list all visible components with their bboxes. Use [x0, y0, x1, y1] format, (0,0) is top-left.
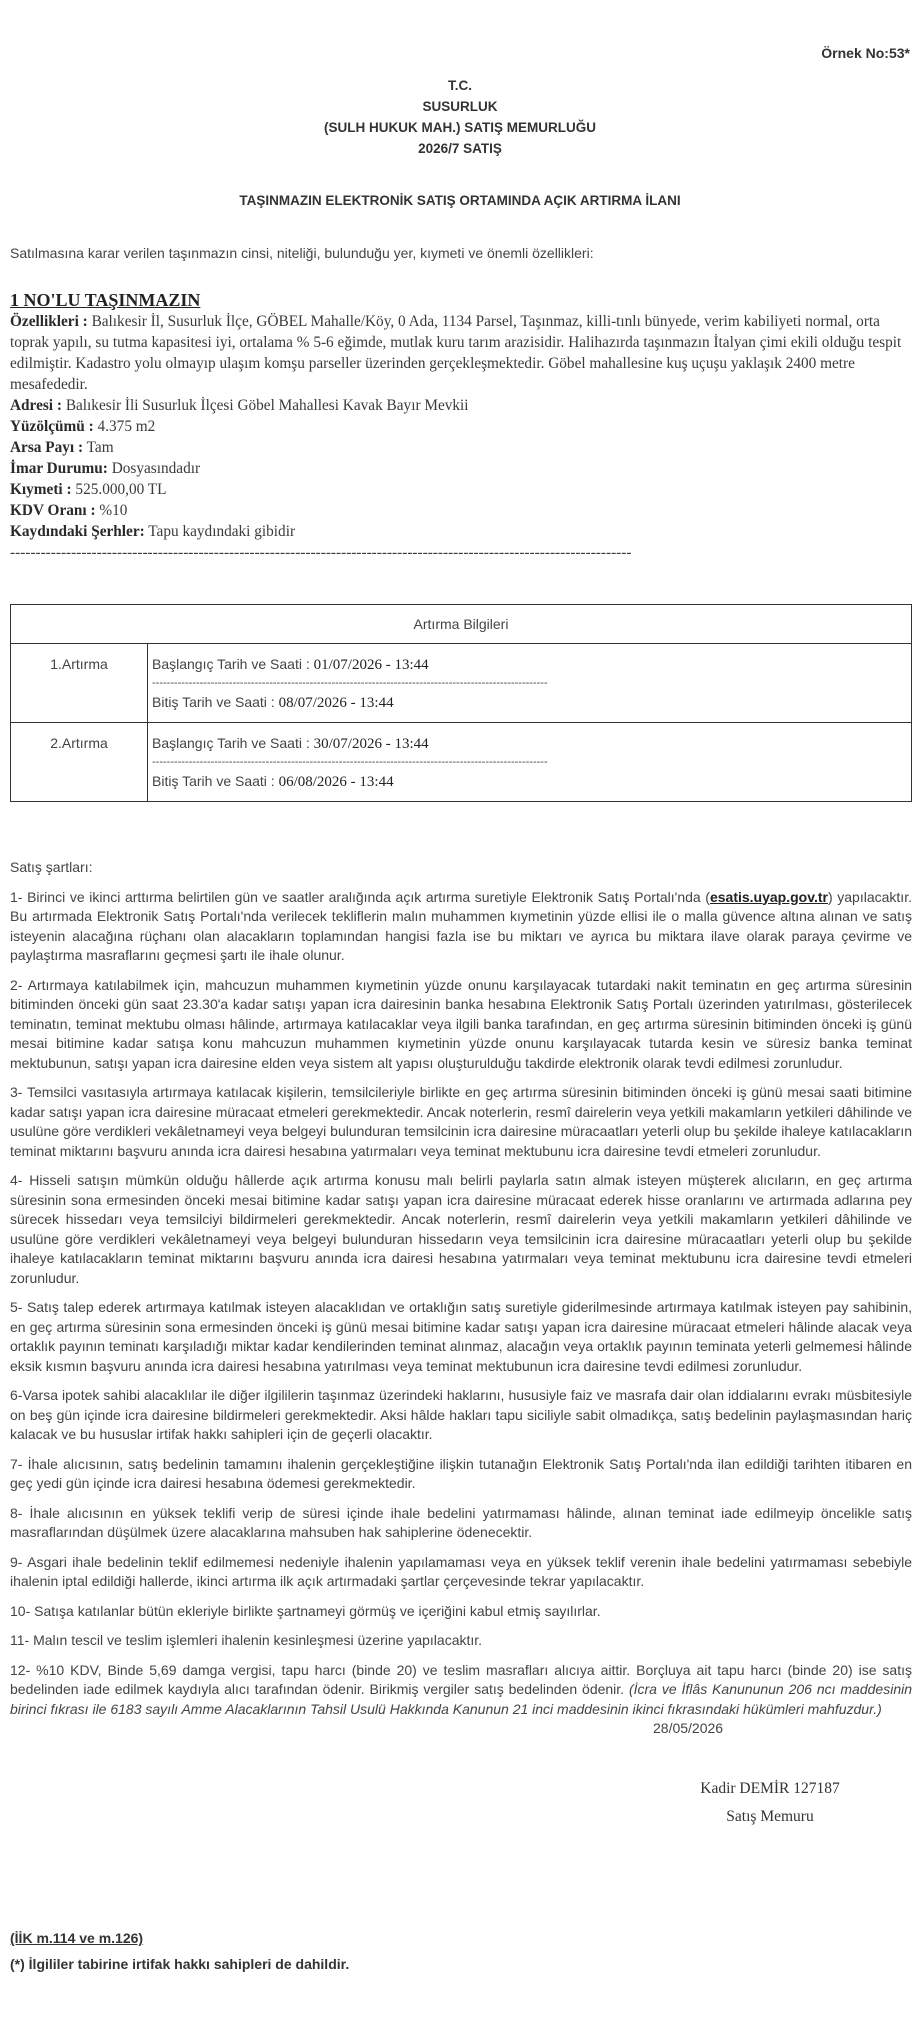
- footnote: (*) İlgililer tabirine irtifak hakkı sahipleri de dahildir.: [10, 1956, 350, 1972]
- end-value: 06/08/2026 - 13:44: [278, 774, 394, 790]
- end-label: Bitiş Tarih ve Saati :: [152, 773, 275, 789]
- signature-block: [680, 1775, 860, 1831]
- condition-4: 4- Hisseli satışın mümkün olduğu hâllerde açık artırma konusu malı belirli paylarla satın almak isteyen müşterek alıcıların, en geç artırma süresinin sona ermesinden önceki mesai bitimine kadar satışı yapan icra dairesine müracaat ederek hisse oranlarını ve artırmada adlarına pey sürecek hissedarı veya temsilciyi bildirmeleri gerekmektedir. Ancak noterlerin, resmî dairelerin veya yetkili makamların yetkileri dâhilinde ve usulüne göre verdikleri vekâletnameyi veya belgeyi bulunduran hissedarın veya temsilcinin icra dairesine müracaatları yeterli olup bu şekilde ihaleye katılacakların teminat miktarını başvuru anında icra dairesi hesabına yatırmaları veya teminat mektubunu icra dairesine tevdi etmeleri zorunludur.: [10, 1172, 912, 1286]
- row-separator: ------------------------------------------------------------------------------------------------------------: [152, 756, 548, 768]
- zoning-label: İmar Durumu:: [10, 460, 108, 477]
- address-value: Balıkesir İli Susurluk İlçesi Göbel Mahallesi Kavak Bayır Mevkii: [65, 397, 469, 414]
- value-label: Kıymeti :: [10, 481, 72, 498]
- condition-5: 5- Satış talep ederek artırmaya katılmak isteyen alacaklıdan ve ortaklığın satış suretiyle giderilmesinde artırmaya katılmak isteyen pay sahibinin, en geç artırma süresinin sona ermesinden önceki iş günü mesai bitimine kadar satışı yapan icra dairesine müracaat etmeleri hâlinde alacak veya ortaklık payının teminatı karşıladığı miktar kadar kendilerinden teminat alınmaz, alacağın veya ortaklık payının teminata yeterli gelmemesi hâlinde eksik kısmın başvuru anında icra dairesi hesabına yatırılması veya teminat mektubunun icra dairesine tevdi edilmesi zorunludur.: [10, 1299, 912, 1374]
- property-address: [10, 395, 910, 416]
- sale-conditions: [10, 858, 912, 1729]
- auction-info-table: [10, 604, 912, 802]
- vat-value: %10: [99, 502, 128, 519]
- header-file-no: 2026/7 SATIŞ: [418, 141, 502, 156]
- condition-12-text: 12- %10 KDV, Binde 5,69 damga vergisi, tapu harcı (binde 20) ve teslim masrafları alıcıya aittir. Borçluya ait tapu harcı (binde 20) ise satış bedelinden iade edilmek kaydıyla alıcı tarafından ödenir. Birikmiş vergiler satış bedelinden ödenir.: [10, 1661, 912, 1697]
- zoning-value: Dosyasındadır: [111, 460, 201, 477]
- area-label: Yüzölçümü :: [10, 418, 94, 435]
- property-zoning: [10, 458, 910, 479]
- features-value: Balıkesir İl, Susurluk İlçe, GÖBEL Mahalle/Köy, 0 Ada, 1134 Parsel, Taşınmaz, killi-tınlı bünyede, verim kabiliyeti normal, orta toprak yapılı, su tutma kapasitesi iyi, ortalama % 5-6 eğimde, mutlak kuru tarım arazisidir. Halihazırda taşınmazın İtalyan çimi ekili olduğu tespit edilmiştir. Kadastro yolu olmayıp ulaşım komşu parseller üzerinden gerçekleşmektedir. Göbel mahallesine kuş uçuşu yaklaşık 2400 metre mesafededir.: [10, 313, 902, 393]
- intro-text: Satılmasına karar verilen taşınmazın cinsi, niteliği, bulunduğu yer, kıymeti ve önemli özellikleri:: [10, 245, 594, 261]
- header-office: (SULH HUKUK MAH.) SATIŞ MEMURLUĞU: [324, 120, 596, 135]
- property-details: [10, 289, 910, 563]
- auction-1-end: [152, 690, 907, 714]
- condition-3: 3- Temsilci vasıtasıyla artırmaya katılacak kişilerin, temsilcileriyle birlikte en geç artırma süresinin bitiminden önceki iş günü mesai saati bitimine kadar satışı yapan icra dairesine müracaat etmeleri gerekmektedir. Ancak noterlerin, resmî dairelerin veya yetkili makamların yetkileri dâhilinde ve usulüne göre verdikleri vekâletnameyi veya belgeyi bulunduran temsilcinin icra dairesine müracaatları yeterli olup bu şekilde ihaleye katılacakların teminat miktarını başvuru anında icra dairesi hesabına yatırmaları veya teminat mektubunu icra dairesine tevdi etmeleri zorunludur.: [10, 1084, 912, 1159]
- property-vat: [10, 500, 910, 521]
- law-reference: (İİK m.114 ve m.126): [10, 1930, 144, 1946]
- document-header: [10, 75, 910, 159]
- property-value: [10, 479, 910, 500]
- auction-2-end: [152, 769, 907, 793]
- table-row: [11, 723, 912, 802]
- start-label: Başlangıç Tarih ve Saati :: [152, 735, 310, 751]
- property-share: [10, 437, 910, 458]
- condition-12-legal-note: (İcra ve İflâs Kanununun 206 ncı maddesinin birinci fıkrası ile 6183 sayılı Amme Alacaklarının Tahsil Usulü Hakkında Kanunun 21 inci maddesinin ikinci fıkrasındaki hükümleri mahfuzdur.): [10, 1681, 912, 1717]
- auction-table-heading: Artırma Bilgileri: [11, 605, 912, 644]
- property-separator: --------------------------------------------------------------------------------------------------------------------------: [10, 544, 632, 561]
- auction-2-label: 2.Artırma: [11, 723, 148, 802]
- signer-name: Kadir DEMİR 127187: [700, 1780, 840, 1797]
- auction-2-start: [152, 731, 907, 755]
- annotations-value: Tapu kaydındaki gibidir: [148, 523, 296, 540]
- announcement-title: TAŞINMAZIN ELEKTRONİK SATIŞ ORTAMINDA AÇIK ARTIRMA İLANI: [239, 193, 681, 208]
- condition-10: 10- Satışa katılanlar bütün ekleriyle birlikte şartnameyi görmüş ve içeriğini kabul etmiş sayılırlar.: [10, 1602, 601, 1619]
- signer-title: Satış Memuru: [726, 1808, 814, 1825]
- value-amount: 525.000,00 TL: [75, 481, 167, 498]
- row-separator: ------------------------------------------------------------------------------------------------------------: [152, 677, 548, 689]
- property-features: [10, 311, 910, 395]
- start-value: 30/07/2026 - 13:44: [313, 736, 429, 752]
- esatis-link[interactable]: esatis.uyap.gov.tr: [709, 888, 828, 905]
- condition-6: 6-Varsa ipotek sahibi alacaklılar ile diğer ilgililerin taşınmaz üzerindeki haklarını, hususiyle faiz ve masrafa dair olan iddialarını evrakı müsbitesiyle on beş gün içinde icra dairesine bildirmeleri gerekmektedir. Aksi hâlde hakları tapu siciliyle sabit olmadıkça, satış bedelinin paylaşmasından hariç kalacak ve bu hususlar irtifak hakkı sahipleri için de geçerli olacaktır.: [10, 1387, 912, 1442]
- auction-1-label: 1.Artırma: [11, 644, 148, 723]
- condition-7: 7- İhale alıcısının, satış bedelinin tamamını ihalenin gerçekleştiğine ilişkin tutanağın Elektronik Satış Portalı'nda ilan edildiği tarihten itibaren en geç yedi gün içinde icra dairesi hesabına ödemesi gerekmektedir.: [10, 1455, 912, 1491]
- condition-9: 9- Asgari ihale bedelinin teklif edilmemesi nedeniyle ihalenin yapılamaması veya en yüksek teklif verenin ihale bedelini yatırmaması sebebiyle ihalenin iptal edildiği hallerde, ikinci artırma ilk açık artırmadaki şartlar çerçevesinde tekrar yapılacaktır.: [10, 1553, 912, 1589]
- address-label: Adresi :: [10, 397, 62, 414]
- condition-2: 2- Artırmaya katılabilmek için, mahcuzun muhammen kıymetinin yüzde onunu karşılayacak tutardaki nakit teminatın en geç artırma süresinin bitiminden önceki gün saat 23.30'a kadar satışı yapan icra dairesinin banka hesabına Elektronik Satış Portalı üzerinden yatırılması, gösterilecek teminatın, teminat mektubu olması hâlinde, artırmaya katılacaklar veya ilgili banka tarafından, en geç artırma süresinin bitiminden önceki iş günü mesai bitimine kadar satışa konu mahcuzun muhammen kıymetinin yüzde onunu karşılayacak tutarda kesin ve süresiz banka teminat mektubunun, satışı yapan icra dairesine elden veya sistem alt yapısı oluşturulduğu takdirde elektronik olarak tevdi edilmesi zorunludur.: [10, 976, 912, 1071]
- condition-11: 11- Malın tescil ve teslim işlemleri ihalenin kesinleşmesi üzerine yapılacaktır.: [10, 1632, 483, 1648]
- auction-1-start: [152, 652, 907, 676]
- start-label: Başlangıç Tarih ve Saati :: [152, 656, 310, 672]
- condition-8: 8- İhale alıcısının en yüksek teklifi verip de süresi içinde ihale bedelini yatırmaması hâlinde, alınan teminat iade edilmeyip öncelikle satış masraflarından düşülmek üzere alacaklarına mahsuben hak sahiplerine ödenecektir.: [10, 1504, 912, 1540]
- vat-label: KDV Oranı :: [10, 502, 96, 519]
- property-annotations: [10, 521, 910, 542]
- property-area: [10, 416, 910, 437]
- document-date: 28/05/2026: [653, 1720, 724, 1736]
- header-city: SUSURLUK: [422, 99, 498, 114]
- conditions-heading: Satış şartları:: [10, 859, 93, 875]
- condition-1-text-b: ) yapılacaktır. Bu artırmada Elektronik Satış Portalı'nda verilecek tekliflerin malın muhammen kıymetinin yüzde ellisi ile o malla güvence altına alınan ve satış isteyenin alacağına rüçhanı olan alacakların toplamından hangisi fazla ise bu miktarı ve ayrıca bu miktara ilave olarak paraya çevirme ve paylaştırma masraflarını geçmesi şartı ile ihale olunur.: [10, 888, 912, 963]
- ornek-no: Örnek No:53*: [821, 45, 910, 61]
- condition-1-text-a: 1- Birinci ve ikinci arttırma belirtilen gün ve saatler aralığında açık artırma suretiyle Elektronik Satış Portalı'nda (: [10, 888, 710, 905]
- start-value: 01/07/2026 - 13:44: [313, 657, 429, 673]
- property-title: 1 NO'LU TAŞINMAZIN: [10, 290, 201, 310]
- end-label: Bitiş Tarih ve Saati :: [152, 694, 275, 710]
- header-tc: T.C.: [447, 78, 472, 93]
- table-row: [11, 644, 912, 723]
- document-footer: [10, 1925, 349, 1977]
- condition-1: [10, 888, 912, 966]
- share-label: Arsa Payı :: [10, 439, 84, 456]
- end-value: 08/07/2026 - 13:44: [278, 695, 394, 711]
- area-value: 4.375 m2: [97, 418, 156, 435]
- condition-12: [10, 1661, 912, 1720]
- share-value: Tam: [86, 439, 114, 456]
- features-label: Özellikleri :: [10, 313, 88, 330]
- annotations-label: Kaydındaki Şerhler:: [10, 523, 145, 540]
